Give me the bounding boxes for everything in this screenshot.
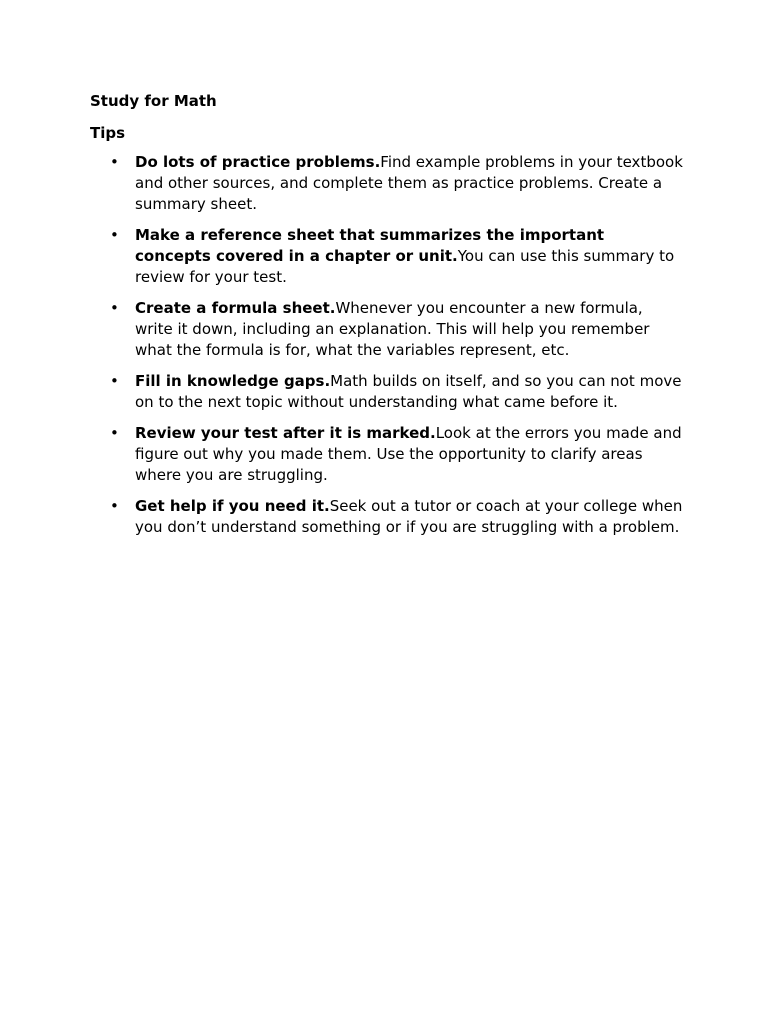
bullet-icon: • <box>110 299 119 317</box>
tip-heading: Review your test after it is marked. <box>135 424 436 442</box>
tip-heading: Fill in knowledge gaps. <box>135 372 331 390</box>
tip-text: Seek out a tutor or coach at your college when you don’t understand something or if you are struggling with a problem. <box>135 497 683 536</box>
document-title: Study for Math <box>90 92 217 110</box>
tip-text: Look at the errors you made and figure out why you made them. Use the opportunity to clarify areas where you are struggling. <box>135 424 682 484</box>
list-item <box>90 152 685 215</box>
bullet-icon: • <box>110 372 119 390</box>
bullet-icon: • <box>110 226 119 244</box>
tip-heading: Do lots of practice problems. <box>135 153 381 171</box>
list-item <box>90 225 685 288</box>
list-item <box>90 298 685 361</box>
list-item <box>90 371 685 413</box>
bullet-icon: • <box>110 497 119 515</box>
tip-heading: Create a formula sheet. <box>135 299 336 317</box>
section-heading-tips: Tips <box>90 124 126 142</box>
tip-heading: Get help if you need it. <box>135 497 330 515</box>
tip-text: Math builds on itself, and so you can not move on to the next topic without understanding what came before it. <box>135 372 682 411</box>
tips-list <box>90 152 685 538</box>
tip-text: Whenever you encounter a new formula, write it down, including an explanation. This will help you remember what the formula is for, what the variables represent, etc. <box>135 299 650 359</box>
document-content <box>90 90 685 538</box>
tip-text: Find example problems in your textbook and other sources, and complete them as practice problems. Create a summary sheet. <box>135 153 683 213</box>
tip-text: You can use this summary to review for your test. <box>135 247 675 286</box>
tip-heading: Make a reference sheet that summarizes the important concepts covered in a chapter or unit. <box>135 226 605 265</box>
bullet-icon: • <box>110 153 119 171</box>
bullet-icon: • <box>110 424 119 442</box>
list-item <box>90 496 685 538</box>
list-item <box>90 423 685 486</box>
